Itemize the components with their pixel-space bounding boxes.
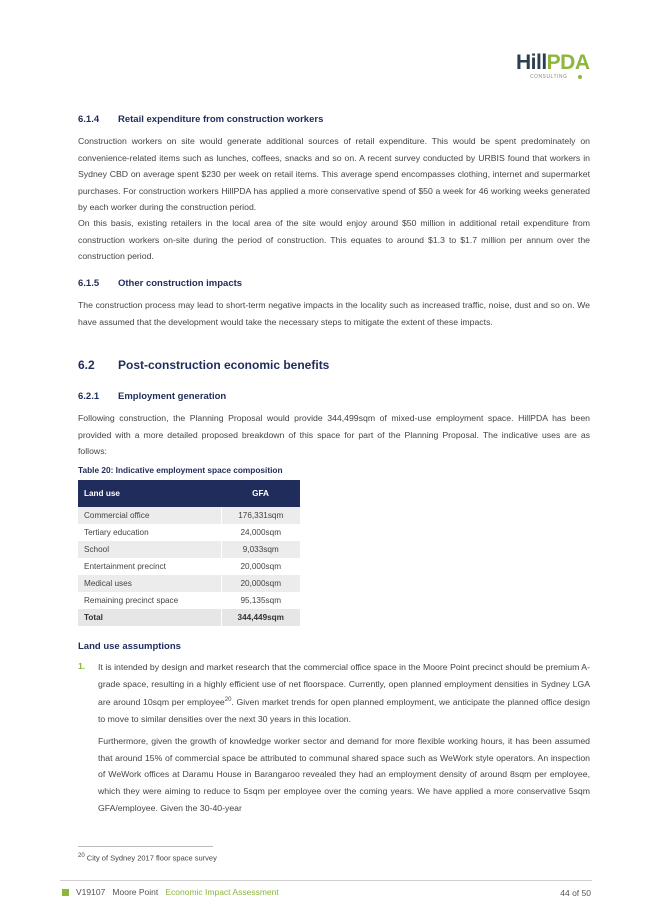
cell-gfa: 20,000sqm xyxy=(221,558,300,575)
footer-code: V19107 xyxy=(76,887,106,897)
heading-6-1-5 xyxy=(78,278,242,289)
footer-place: Moore Point xyxy=(112,887,159,897)
cell-gfa: 176,331sqm xyxy=(221,507,300,524)
heading-title: Retail expenditure from construction workers xyxy=(118,114,324,125)
heading-title: Other construction impacts xyxy=(118,278,243,289)
table-row xyxy=(78,592,300,609)
heading-number: 6.2.1 xyxy=(78,391,100,402)
footnote xyxy=(78,853,217,863)
hillpda-logo xyxy=(516,52,606,86)
logo-hill: Hill xyxy=(516,51,547,74)
table-row xyxy=(78,507,300,524)
list-number: 1. xyxy=(78,661,86,671)
table-total-row xyxy=(78,609,300,626)
paragraph-construction-impacts xyxy=(78,297,590,330)
heading-title: Post-construction economic benefits xyxy=(118,358,330,372)
employment-space-table xyxy=(78,480,300,626)
heading-6-2-1 xyxy=(78,391,226,402)
footer-left xyxy=(76,887,279,897)
table-header-row xyxy=(78,480,300,507)
paragraph-retail-basis xyxy=(78,215,590,265)
paragraph-employment-generation xyxy=(78,410,590,460)
footer-square-icon xyxy=(62,889,69,896)
heading-number: 6.1.4 xyxy=(78,114,100,125)
footer-divider xyxy=(60,880,592,881)
cell-land-use: School xyxy=(78,541,221,558)
heading-number: 6.1.5 xyxy=(78,278,100,289)
list-text: . Given market trends for open planned employment, we anticipate the planned office design to move to similar densities over the next 30 years in this location. xyxy=(98,697,591,724)
heading-6-1-4 xyxy=(78,114,323,125)
subheading-land-use-assumptions: Land use assumptions xyxy=(78,641,181,652)
cell-land-use: Entertainment precinct xyxy=(84,562,166,571)
heading-number: 6.2 xyxy=(78,358,95,372)
cell-gfa: 24,000sqm xyxy=(221,524,300,541)
column-header-land-use: Land use xyxy=(78,480,221,507)
cell-gfa: 20,000sqm xyxy=(221,575,300,592)
footnote-ref[interactable]: 20 xyxy=(224,697,232,704)
table-row xyxy=(78,524,300,541)
page-number: 44 of 50 xyxy=(560,888,591,898)
cell-gfa: 95,135sqm xyxy=(221,592,300,609)
table-row xyxy=(78,541,300,558)
paragraph-text: Following construction, the Planning Proposal would provide 344,499sqm of mixed-use employment space. HillPDA has been provided with a more detailed proposed breakdown of this space for part of the Planning Proposal. The indicative uses are as follows: xyxy=(78,413,590,457)
footnote-mark: 20 xyxy=(78,853,85,859)
list-item xyxy=(98,659,590,816)
cell-total-label: Total xyxy=(78,609,221,626)
paragraph-text: The construction process may lead to short-term negative impacts in the locality such as increased traffic, noise, dust and so on. We have assumed that the development would take the necessary steps to mitigate the extent of these impacts. xyxy=(78,300,590,327)
list-text: It is intended by design and market research that the commercial office space in the Moore Point precinct should be premium A-grade space, resulting in a highly efficient use of net floorspace. Currently, open planned employment densities in Sydney LGA are around 10sqm per employee xyxy=(98,662,590,708)
cell-gfa: 9,033sqm xyxy=(221,541,300,558)
list-paragraph xyxy=(98,659,590,727)
footer-document-title: Economic Impact Assessment xyxy=(165,887,279,897)
column-header-gfa: GFA xyxy=(221,480,300,507)
table-caption: Table 20: Indicative employment space composition xyxy=(78,465,283,475)
logo-dot xyxy=(578,75,582,79)
heading-title: Employment generation xyxy=(118,391,227,402)
paragraph-retail-expenditure xyxy=(78,133,590,216)
footnote-divider xyxy=(78,846,213,847)
table-row xyxy=(78,575,300,592)
logo-pda: PDA xyxy=(546,51,590,74)
paragraph-text: On this basis, existing retailers in the local area of the site would enjoy around $50 million in additional retail expenditure from construction workers on-site during the period of construction. This equates to around $1.3 to $1.7 million per annum over the construction period. xyxy=(78,218,590,262)
table-row xyxy=(78,558,300,575)
cell-total-gfa: 344,449sqm xyxy=(221,609,300,626)
cell-land-use: Medical uses xyxy=(78,575,221,592)
cell-land-use: Tertiary education xyxy=(84,528,149,537)
cell-land-use: Remaining precinct space xyxy=(84,596,179,605)
footnote-text: City of Sydney 2017 floor space survey xyxy=(84,853,217,863)
heading-6-2 xyxy=(78,358,329,372)
logo-sub: CONSULTING xyxy=(530,74,568,80)
list-paragraph: Furthermore, given the growth of knowledge worker sector and demand for more flexible working hours, it has been assumed that around 15% of commercial space be attributed to communal shared space such as WeWork style operators. An inspection of WeWork offices at Daramu House in Barangaroo revealed they had an employment density of around 8sqm per employee, which they were aiming to reduce to 5sqm per employee over the coming years. We have applied a more conservative 5sqm GFA/employee. Given the 30-40-year xyxy=(98,736,590,813)
cell-land-use: Commercial office xyxy=(78,507,221,524)
paragraph-text: Construction workers on site would generate additional sources of retail expenditure. This would be spent predominately on convenience-related items such as lunches, coffees, snacks and so on. A recent survey conducted by URBIS found that workers in Sydney CBD on average spent $230 per week on retail items. This average spend encompasses clothing, internet and supermarket purchases. For construction workers HillPDA has applied a more conservative spend of $50 a week for 46 working weeks generated by each worker during the construction period. xyxy=(78,136,590,213)
